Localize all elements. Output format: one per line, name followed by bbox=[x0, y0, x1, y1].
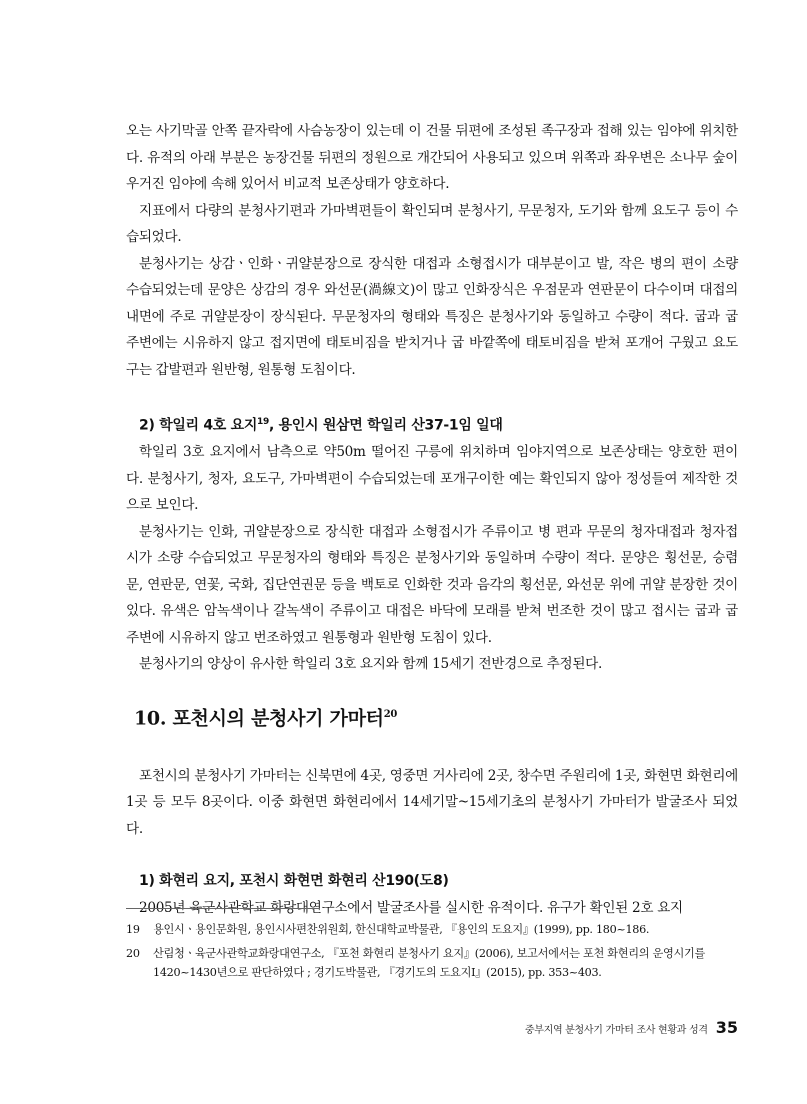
footnote-text: 산림청ㆍ육군사관학교화랑대연구소, 『포천 화현리 분청사기 요지』(2006), 보고서에서는 포천 화현리의 운영시기를 1420~1430년으로 판단하였다 ; 경기도박물관, 『경기도의 도요지Ⅰ』(2015), pp. 353~403. bbox=[153, 947, 706, 979]
body-paragraph: 분청사기는 상감ㆍ인화ㆍ귀얄분장으로 장식한 대접과 소형접시가 대부분이고 발, 작은 병의 편이 소량 수습되었는데 문양은 상감의 경우 와선문(渦線文)이 많고 인화장식은 우점문과 연판문이 다수이며 대접의 내면에 주로 귀얄분장이 장식된다. 무문청자의 형태와 특징은 분청사기와 동일하고 수량이 적다. 굽과 굽 주변에는 시유하지 않고 접지면에 태토비짐을 받치거나 굽 바깥쪽에 태토비짐을 받쳐 포개어 구웠고 요도구는 갑발편과 원반형, 원통형 도침이다. bbox=[126, 255, 738, 378]
section-heading-title: 10. 포천시의 분청사기 가마터 bbox=[134, 706, 384, 729]
section-heading bbox=[126, 700, 738, 733]
body-paragraph: 분청사기는 인화, 귀얄분장으로 장식한 대접과 소형접시가 주류이고 병 편과 무문의 청자대접과 청자접시가 소량 수습되었고 무문청자의 형태와 특징은 분청사기와 동일하며 수량이 적다. 문양은 횡선문, 승렴문, 연판문, 연꽃, 국화, 집단연권문 등을 백토로 인화한 것과 음각의 횡선문, 와선문 위에 귀얄 분장한 것이 있다. 유색은 암녹색이나 갈녹색이 주류이고 대접은 바닥에 모래를 받쳐 번조한 것이 많고 접시는 굽과 굽 주변에 시유하지 않고 번조하였고 원통형과 원반형 도침이 있다. bbox=[126, 523, 738, 646]
body-paragraph: 분청사기의 양상이 유사한 학일리 3호 요지와 함께 15세기 전반경으로 추정된다. bbox=[139, 656, 603, 673]
subsection-heading-title: 2) 학일리 4호 요지 bbox=[139, 417, 258, 434]
footnote-marker[interactable]: 19 bbox=[257, 417, 269, 427]
footnote-marker[interactable]: 20 bbox=[383, 708, 398, 720]
body-paragraph: 포천시의 분청사기 가마터는 신북면에 4곳, 영중면 거사리에 2곳, 창수면 주원리에 1곳, 화현면 화현리에 1곳 등 모두 8곳이다. 이중 화현면 화현리에서 14세기말~15세기초의 분청사기 가마터가 발굴조사 되었다. bbox=[126, 767, 738, 837]
subsection-heading: 1) 화현리 요지, 포천시 화현면 화현리 산190(도8) bbox=[139, 873, 449, 890]
running-title: 중부지역 분청사기 가마터 조사 현황과 성격 bbox=[524, 1025, 708, 1036]
main-content bbox=[126, 118, 738, 921]
subsection-heading bbox=[126, 409, 738, 439]
footnote-number: 20 bbox=[126, 947, 140, 960]
page-number: 35 bbox=[715, 1018, 738, 1037]
footnotes bbox=[126, 920, 738, 987]
running-footer bbox=[525, 1018, 738, 1037]
subsection-heading-location: , 용인시 원삼면 학일리 산37-1임 일대 bbox=[268, 417, 503, 434]
footnote bbox=[126, 920, 738, 939]
footnote-text: 용인시ㆍ용인문화원, 용인시사편찬위원회, 한신대학교박물관, 『용인의 도요지』(1999), pp. 180~186. bbox=[153, 923, 650, 936]
body-paragraph: 2005년 육군사관학교 화랑대연구소에서 발굴조사를 실시한 유적이다. 유구가 확인된 2호 요지 bbox=[139, 899, 683, 916]
footnote bbox=[126, 944, 738, 982]
footnote-divider bbox=[126, 908, 320, 909]
footnote-number: 19 bbox=[126, 923, 140, 936]
body-paragraph: 오는 사기막골 안쪽 끝자락에 사슴농장이 있는데 이 건물 뒤편에 조성된 족구장과 접해 있는 임야에 위치한다. 유적의 아래 부분은 농장건물 뒤편의 정원으로 개간되어 사용되고 있으며 위쪽과 좌우변은 소나무 숲이 우거진 임야에 속해 있어서 비교적 보존상태가 양호하다. bbox=[126, 123, 738, 192]
body-paragraph: 학일리 3호 요지에서 남측으로 약50m 떨어진 구릉에 위치하며 임야지역으로 보존상태는 양호한 편이다. 분청사기, 청자, 요도구, 가마벽편이 수습되었는데 포개구이한 예는 확인되지 않아 정성들여 제작한 것으로 보인다. bbox=[126, 444, 738, 514]
body-paragraph: 지표에서 다량의 분청사기편과 가마벽편들이 확인되며 분청사기, 무문청자, 도기와 함께 요도구 등이 수습되었다. bbox=[126, 202, 738, 245]
